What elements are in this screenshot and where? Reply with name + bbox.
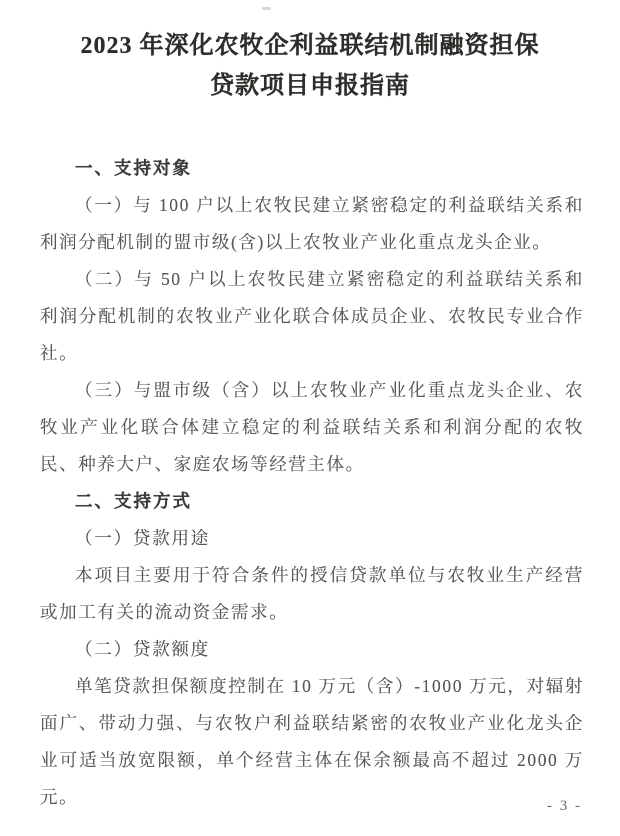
paragraph: （一）与 100 户以上农牧民建立紧密稳定的利益联结关系和利润分配机制的盟市级(含)以上农牧业产业化重点龙头企业。 <box>40 195 584 252</box>
page-number: - 3 - <box>547 798 582 814</box>
sub-heading: （一）贷款用途 <box>75 528 211 548</box>
document-title-line2: 贷款项目申报指南 <box>210 73 410 99</box>
sub-heading: （二）贷款额度 <box>75 639 211 659</box>
document-title <box>0 0 620 106</box>
section-heading: 二、支持方式 <box>75 491 192 511</box>
paragraph: 本项目主要用于符合条件的授信贷款单位与农牧业生产经营或加工有关的流动资金需求。 <box>40 565 584 622</box>
document-body <box>0 150 620 816</box>
paragraph: 单笔贷款担保额度控制在 10 万元（含）-1000 万元，对辐射面广、带动力强、与农牧户利益联结紧密的农牧业产业化龙头企业可适当放宽限额，单个经营主体在保余额最高不超过 2000 万元。 <box>40 676 584 807</box>
document-title-line1: 2023 年深化农牧企利益联结机制融资担保 <box>80 33 540 59</box>
paragraph: （三）与盟市级（含）以上农牧业产业化重点龙头企业、农牧业产业化联合体建立稳定的利益联结关系和利润分配的农牧民、种养大户、家庭农场等经营主体。 <box>40 380 584 474</box>
paragraph: （二）与 50 户以上农牧民建立紧密稳定的利益联结关系和利润分配机制的农牧业产业化联合体成员企业、农牧民专业合作社。 <box>40 269 584 363</box>
section-heading: 一、支持对象 <box>75 158 192 178</box>
scan-artifact <box>262 7 271 10</box>
